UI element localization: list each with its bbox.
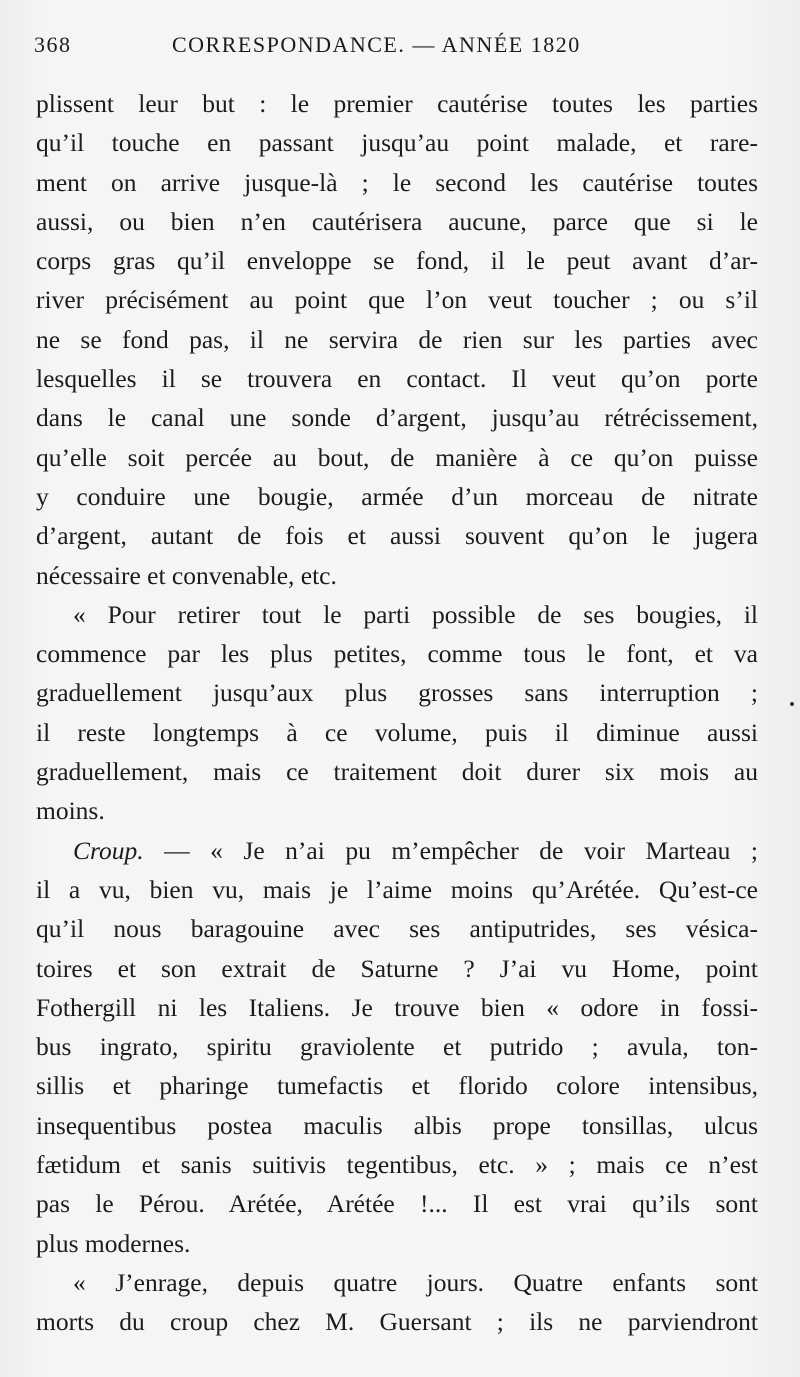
paragraph-1 <box>36 84 758 595</box>
text-line: river précisément au point que l’on veut toucher ; ou s’il <box>36 285 758 315</box>
text-line: qu’il nous baragouine avec ses antiputrides, ses vésica- <box>36 914 758 944</box>
text-line: Fothergill ni les Italiens. Je trouve bien « odore in fossi- <box>36 992 758 1022</box>
text-line: graduellement jusqu’aux plus grosses sans interruption ; <box>36 678 758 708</box>
text-line: « J’enrage, depuis quatre jours. Quatre enfants sont <box>73 1267 758 1297</box>
text-line: dans le canal une sonde d’argent, jusqu’au rétrécissement, <box>36 403 758 433</box>
text-line: il reste longtemps à ce volume, puis il diminue aussi <box>36 717 758 747</box>
paragraph-2 <box>36 595 758 831</box>
text-line: bus ingrato, spiritu graviolente et putrido ; avula, ton- <box>36 1032 758 1062</box>
text-line: « Pour retirer tout le parti possible de ses bougies, il <box>73 599 758 629</box>
text-line: graduellement, mais ce traitement doit durer six mois au <box>36 757 758 787</box>
text-line-rest: — « Je n’ai pu m’empêcher de voir Marteau ; <box>143 835 758 865</box>
text-line: y conduire une bougie, armée d’un morceau de nitrate <box>36 481 758 511</box>
text-line: nécessaire et convenable, etc. <box>36 560 337 590</box>
paragraph-3 <box>36 831 758 1263</box>
text-line: aussi, ou bien n’en cautérisera aucune, parce que si le <box>36 206 758 236</box>
text-line: ment on arrive jusque-là ; le second les cautérise toutes <box>36 167 758 197</box>
text-line: morts du croup chez M. Guersant ; ils ne parviendront <box>36 1307 758 1337</box>
text-line <box>36 831 758 870</box>
text-line: lesquelles il se trouvera en contact. Il veut qu’on porte <box>36 364 758 394</box>
text-line: fætidum et sanis suitivis tegentibus, etc. » ; mais ce n’est <box>36 1150 758 1180</box>
text-line: toires et son extrait de Saturne ? J’ai vu Home, point <box>36 953 758 983</box>
text-line: qu’elle soit percée au bout, de manière à ce qu’on puisse <box>36 442 758 472</box>
text-line: sillis et pharinge tumefactis et florido colore intensibus, <box>36 1071 758 1101</box>
body-text <box>36 84 758 1342</box>
text-line: ne se fond pas, il ne servira de rien sur les parties avec <box>36 324 758 354</box>
paragraph-4 <box>36 1263 758 1342</box>
running-head: CORRESPONDANCE. — ANNÉE 1820 <box>172 32 581 57</box>
text-line: commence par les plus petites, comme tous le font, et va <box>36 639 758 669</box>
ink-speck <box>790 702 794 706</box>
text-line: d’argent, autant de fois et aussi souvent qu’on le jugera <box>36 521 758 551</box>
page-number: 368 <box>34 32 72 57</box>
text-line: plus modernes. <box>36 1228 191 1258</box>
page-header <box>34 32 774 62</box>
text-line: il a vu, bien vu, mais je l’aime moins qu’Arétée. Qu’est-ce <box>36 874 758 904</box>
text-line: plissent leur but : le premier cautérise toutes les parties <box>36 89 758 118</box>
text-line: moins. <box>36 796 105 826</box>
text-line: qu’il touche en passant jusqu’au point malade, et rare- <box>36 128 758 158</box>
text-line: corps gras qu’il enveloppe se fond, il le peut avant d’ar- <box>36 246 758 276</box>
text-line: insequentibus postea maculis albis prope tonsillas, ulcus <box>36 1110 758 1140</box>
text-line: pas le Pérou. Arétée, Arétée !... Il est vrai qu’ils sont <box>36 1189 758 1219</box>
section-label: Croup. <box>73 835 144 865</box>
